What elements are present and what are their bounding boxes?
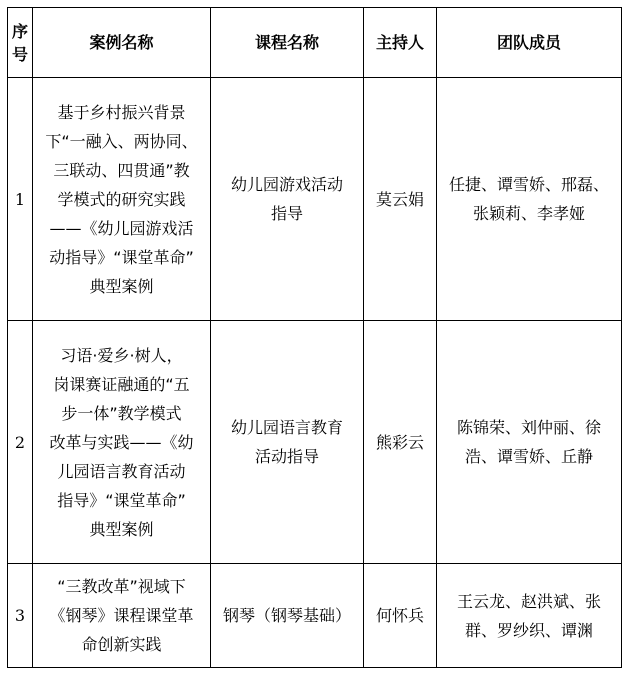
row-team: 陈锦荣、刘仲丽、徐 浩、谭雪娇、丘静: [437, 321, 622, 564]
row-team: 任捷、谭雪娇、邢磊、 张颖莉、李孝娅: [437, 78, 622, 321]
row-course-name: 幼儿园语言教育 活动指导: [211, 321, 364, 564]
table-row: [8, 321, 622, 564]
row-index: 2: [8, 321, 33, 564]
table-row: [8, 78, 622, 321]
case-table: [7, 7, 622, 668]
header-index: 序 号: [8, 8, 33, 78]
row-case-name: 基于乡村振兴背景 下“一融入、两协同、 三联动、四贯通”教 学模式的研究实践 ——《幼儿园游戏活 动指导》“课堂革命” 典型案例: [33, 78, 211, 321]
row-team: 王云龙、赵洪斌、张 群、罗纱织、谭渊: [437, 564, 622, 668]
row-host: 莫云娟: [364, 78, 437, 321]
row-course-name: 幼儿园游戏活动 指导: [211, 78, 364, 321]
header-case-name: 案例名称: [33, 8, 211, 78]
row-host: 熊彩云: [364, 321, 437, 564]
row-course-name: 钢琴（钢琴基础）: [211, 564, 364, 668]
row-case-name: “三教改革”视域下 《钢琴》课程课堂革 命创新实践: [33, 564, 211, 668]
header-row: [8, 8, 622, 78]
row-index: 3: [8, 564, 33, 668]
header-host: 主持人: [364, 8, 437, 78]
table-row: [8, 564, 622, 668]
header-course-name: 课程名称: [211, 8, 364, 78]
row-case-name: 习语·爱乡·树人， 岗课赛证融通的“五 步一体”教学模式 改革与实践——《幼 儿园语言教育活动 指导》“课堂革命” 典型案例: [33, 321, 211, 564]
header-team: 团队成员: [437, 8, 622, 78]
row-host: 何怀兵: [364, 564, 437, 668]
row-index: 1: [8, 78, 33, 321]
